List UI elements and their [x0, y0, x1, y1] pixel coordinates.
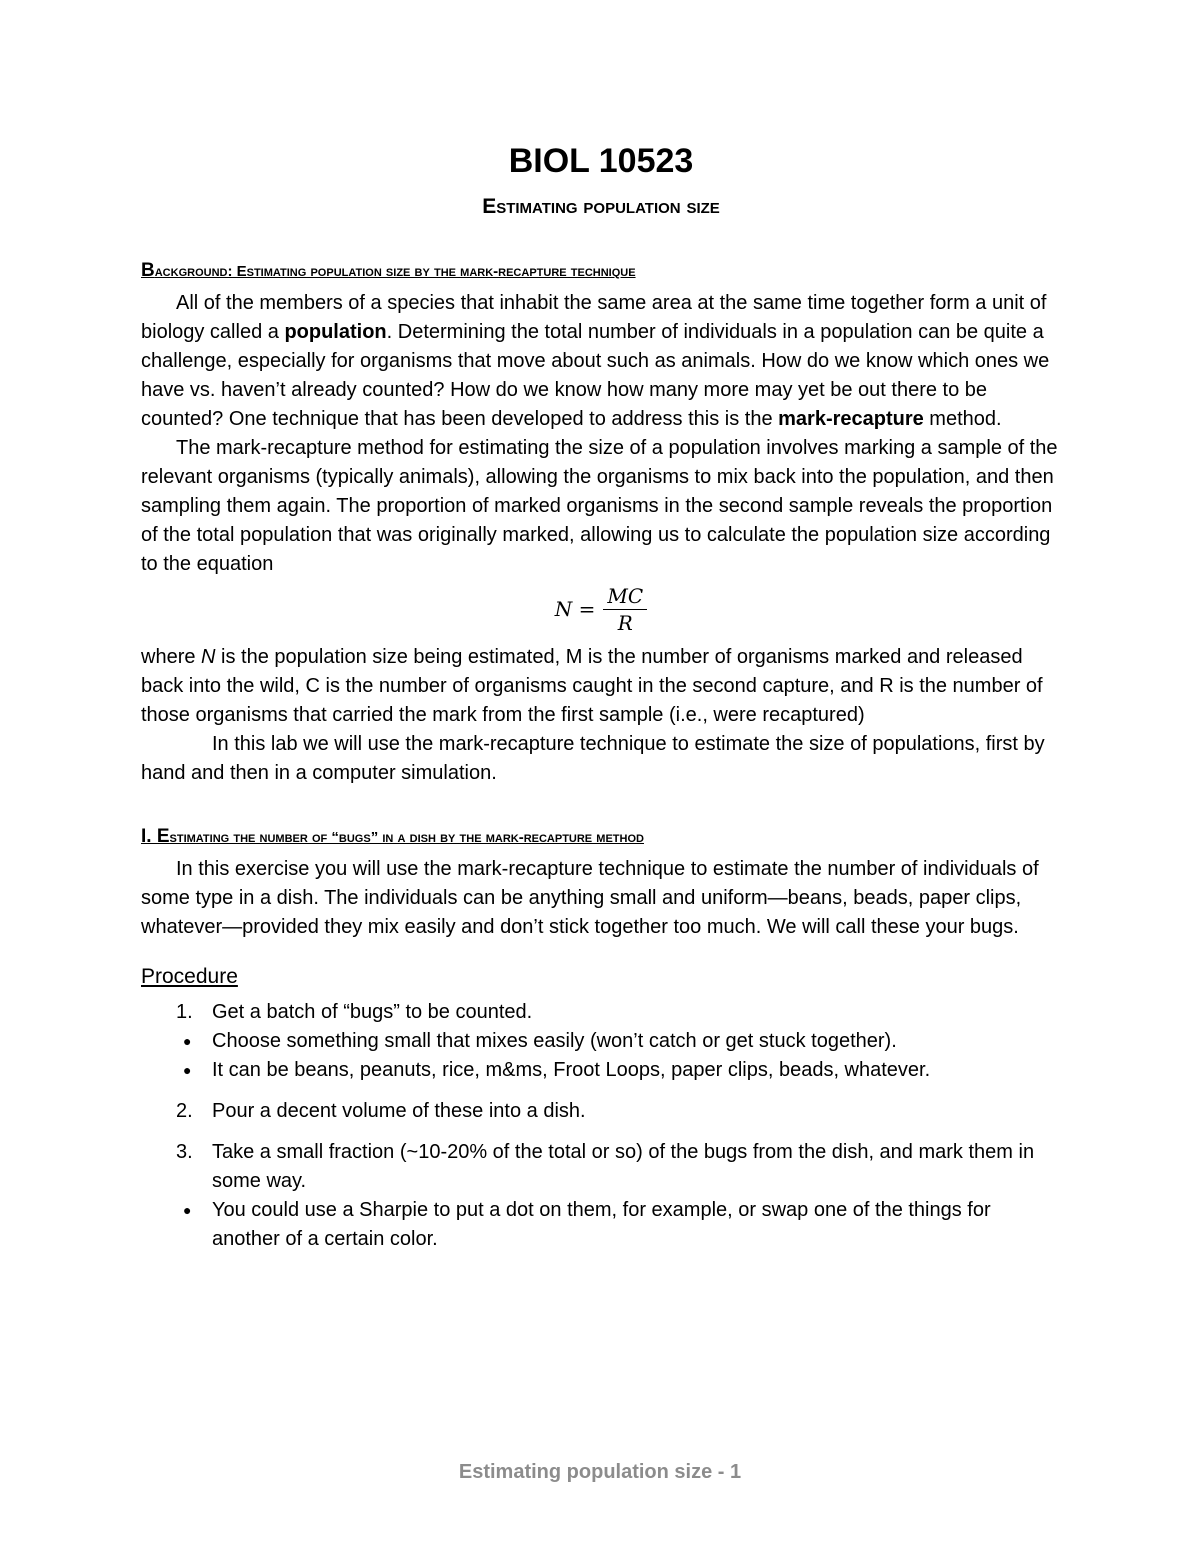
- step-number: 1.: [176, 1001, 193, 1023]
- equation-denominator: R: [617, 611, 633, 635]
- bullet-text: Choose something small that mixes easily (won’t catch or get stuck together).: [212, 1030, 897, 1052]
- step-bullets: [141, 1027, 1061, 1085]
- bullet-text: You could use a Sharpie to put a dot on them, for example, or swap one of the things for another of a certain color.: [212, 1199, 991, 1250]
- section1-heading-initial: I. E: [141, 826, 170, 847]
- background-heading: [141, 260, 1061, 283]
- step-text: Get a batch of “bugs” to be counted.: [212, 1001, 533, 1023]
- bullet-icon: ●: [183, 1202, 192, 1218]
- step-bullets: [141, 1196, 1061, 1254]
- equation-fraction: [603, 583, 647, 636]
- bullet-item: [141, 1056, 1061, 1085]
- bullet-text: It can be beans, peanuts, rice, m&ms, Froot Loops, paper clips, beads, whatever.: [212, 1059, 931, 1081]
- p3-text-b: is the population size being estimated, M is the number of organisms marked and released back into the wild, C is the number of organisms caught in the second capture, and R is the number of those organisms that carried the mark from the first sample (i.e., were recaptured): [141, 646, 1043, 726]
- bullet-item: [141, 1196, 1061, 1254]
- course-title: BIOL 10523: [508, 142, 694, 180]
- section1-intro: In this exercise you will use the mark-recapture technique to estimate the number of individuals of some type in a dish. The individuals can be anything small and uniform—beans, beads, paper clips, whatever—provided they mix easily and don’t stick together too much. We will call these your bugs.: [141, 858, 1039, 938]
- section1-heading: [141, 826, 1061, 849]
- p1-text-c: method.: [923, 408, 1002, 430]
- background-paragraph-2: The mark-recapture method for estimating the size of a population involves marking a sample of the relevant organisms (typically animals), allowing the organisms to mix back into the population, and then sampling them again. The proportion of marked organisms in the second sample reveals the proportion of the total population that was originally marked, allowing us to calculate the population size according to the equation: [141, 437, 1058, 575]
- document-subtitle: Estimating population size: [482, 195, 720, 218]
- term-mark-recapture: mark-recapture: [778, 408, 924, 430]
- step-number: 3.: [176, 1141, 193, 1163]
- background-paragraph-3: [141, 643, 1061, 730]
- term-population: population: [284, 321, 387, 343]
- background-heading-initial: B: [141, 260, 155, 281]
- bullet-icon: ●: [183, 1033, 192, 1049]
- procedure-heading: Procedure: [141, 965, 238, 988]
- procedure-step: [141, 1097, 1061, 1126]
- background-paragraph-1: [141, 289, 1061, 434]
- background-heading-rest: ackground: Estimating population size by the mark-recapture technique: [154, 263, 636, 280]
- p1-text-b: . Determining the total number of individuals in a population can be quite a challenge, especially for organisms that move about such as animals. How do we know which ones we have vs. haven’t already counted? How do we know how many more may yet be out there to be counted? One technique that has been developed to address this is the: [141, 321, 1050, 430]
- step-text: Take a small fraction (~10-20% of the total or so) of the bugs from the dish, and mark them in some way.: [212, 1141, 1035, 1192]
- procedure-step: [141, 1138, 1061, 1254]
- variable-n: N: [201, 646, 216, 668]
- page-footer: Estimating population size - 1: [458, 1461, 742, 1483]
- background-paragraph-4: In this lab we will use the mark-recapture technique to estimate the size of populations, first by hand and then in a computer simulation.: [141, 733, 1045, 784]
- equation-numerator: MC: [603, 583, 647, 610]
- step-number: 2.: [176, 1100, 193, 1122]
- step-text: Pour a decent volume of these into a dish.: [212, 1100, 586, 1122]
- procedure-step: [141, 998, 1061, 1085]
- page-content: [141, 140, 1061, 1266]
- equation-lhs: N =: [554, 597, 596, 621]
- bullet-icon: ●: [183, 1062, 192, 1078]
- p3-text-a: where: [141, 646, 202, 668]
- section1-heading-rest: stimating the number of “bugs” in a dish by the mark-recapture method: [169, 829, 644, 846]
- p1-text-a: All of the members of a species that inhabit the same area at the same time together form a unit of biology called a: [141, 292, 1047, 343]
- procedure-steps: [141, 998, 1061, 1254]
- population-equation: [141, 583, 1061, 639]
- bullet-item: [141, 1027, 1061, 1056]
